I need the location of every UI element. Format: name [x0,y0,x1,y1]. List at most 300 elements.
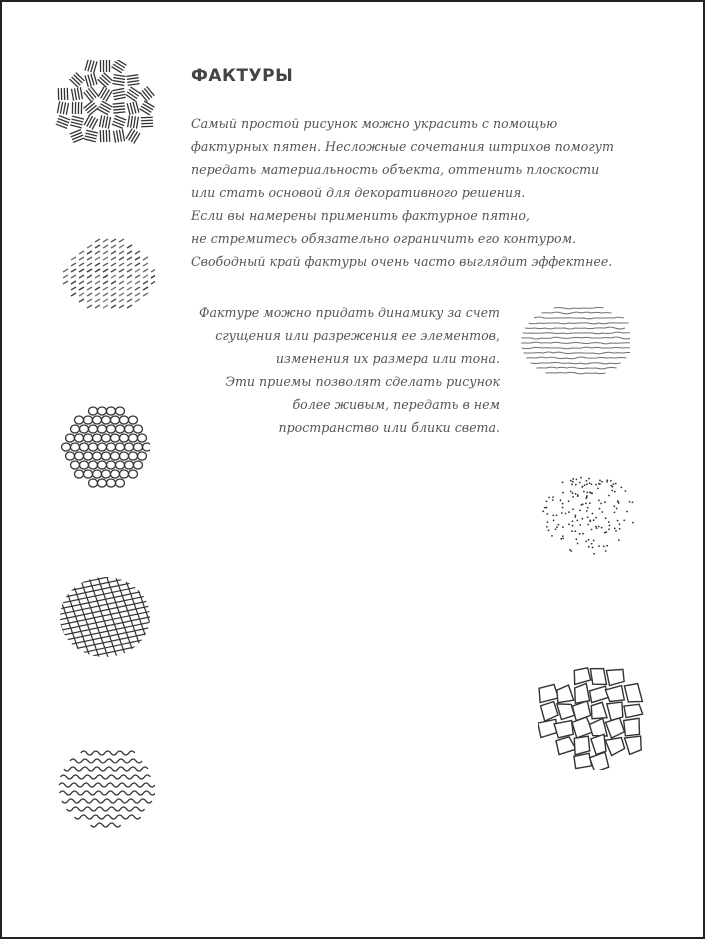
texture-stroke [79,293,84,296]
texture-stroke [588,546,590,548]
texture-stroke [546,372,606,374]
texture-stroke [580,477,582,479]
texture-stroke [126,75,138,77]
texture-stroke [562,526,564,528]
texture-stroke [588,478,590,480]
texture-stroke [605,517,607,519]
texture-stroke [615,483,617,485]
texture-stroke [140,109,150,115]
texture-stroke [58,638,153,658]
texture-stroke [591,529,593,531]
texture-stroke [71,461,80,469]
texture-stroke [116,461,125,469]
texture-stroke [521,337,630,339]
texture-stroke [88,575,118,660]
texture-stroke [571,483,573,485]
texture-stroke [553,519,555,521]
texture-stroke [95,269,100,272]
texture-stroke [598,483,600,485]
texture-stroke [87,105,96,113]
texture-stroke [58,575,153,588]
texture-stroke [606,479,608,481]
texture-stroke [141,123,153,124]
texture-stroke [102,116,104,128]
texture-stroke [129,89,139,96]
texture-stroke [103,269,108,272]
texture-stroke [127,92,137,99]
texture-stroke [131,87,141,94]
texture-stroke [72,77,81,85]
texture-stroke [113,64,123,70]
texture-stroke [58,575,64,660]
texture-stroke [59,783,155,787]
texture-stroke [552,514,554,516]
texture-stroke [586,480,588,482]
texture-stroke [580,504,582,506]
waves-texture [55,745,155,830]
texture-stroke [98,479,107,487]
texture-stroke [604,501,606,503]
texture-stroke [116,407,125,415]
texture-stroke [585,502,587,504]
texture-stroke [605,686,624,702]
texture-stroke [95,287,100,290]
texture-stroke [537,367,617,369]
texture-stroke [141,117,153,118]
texture-stroke [595,526,597,528]
texture-stroke [93,434,102,442]
texture-stroke [560,499,562,501]
texture-stroke [88,75,91,87]
texture-stroke [62,443,71,451]
texture-stroke [606,669,624,685]
texture-stroke [127,257,132,260]
texture-stroke [546,507,548,509]
texture-stroke [143,287,148,290]
texture-stroke [94,61,97,73]
texture-stroke [60,775,150,779]
texture-stroke [87,257,92,260]
texture-stroke [135,257,140,260]
texture-stroke [87,281,92,284]
texture-stroke [80,443,89,451]
texture-stroke [127,281,132,284]
texture-stroke [541,702,559,722]
text-line: Эти приемы позволят сделать рисунок [225,374,500,389]
texture-stroke [89,443,98,451]
texture-stroke [591,543,593,545]
texture-stroke [562,538,564,540]
texture-stroke [556,514,558,516]
text-line: Фактуре можно придать динамику за счет [199,305,500,320]
texture-stroke [529,323,629,324]
texture-stroke [579,509,581,511]
texture-stroke [107,461,116,469]
texture-stroke [87,299,92,302]
texture-stroke [87,305,92,308]
texture-stroke [574,668,590,685]
texture-stroke [102,416,111,424]
texture-stroke [526,357,626,359]
texture-stroke [103,287,108,290]
texture-stroke [71,275,76,278]
texture-stroke [134,116,136,128]
texture-stroke [95,299,100,302]
texture-stroke [95,293,100,296]
texture-stroke [587,516,589,518]
texture-stroke [603,545,605,547]
texture-stroke [143,293,148,296]
texture-stroke [102,470,111,478]
texture-stroke [102,452,111,460]
texture-stroke [534,317,624,319]
texture-stroke [546,513,548,515]
texture-stroke [134,443,143,451]
texture-stroke [60,102,62,114]
texture-stroke [79,257,84,260]
texture-stroke [87,275,92,278]
texture-stroke [127,293,132,296]
texture-stroke [88,60,91,71]
texture-stroke [103,239,108,242]
texture-stroke [593,540,595,542]
texture-stroke [79,251,84,254]
texture-stroke [107,425,116,433]
texture-stroke [143,269,148,272]
texture-stroke [590,752,609,770]
texture-stroke [568,511,570,513]
texture-stroke [551,535,553,537]
texture-stroke [605,738,624,756]
texture-stroke [119,281,124,284]
texture-stroke [141,120,153,121]
texture-stroke [135,269,140,272]
texture-stroke [71,425,80,433]
texture-stroke [598,526,600,528]
texture-stroke [584,484,586,486]
texture-stroke [587,524,589,526]
texture-stroke [574,516,576,518]
texture-stroke [93,416,102,424]
texture-stroke [79,269,84,272]
texture-stroke [114,97,126,99]
texture-stroke [590,686,609,702]
texture-stroke [75,452,84,460]
texture-stroke [555,528,557,530]
texture-stroke [95,263,100,266]
texture-stroke [127,305,132,308]
texture-stroke [103,305,108,308]
texture-stroke [572,481,574,483]
texture-stroke [119,299,124,302]
texture-stroke [615,530,617,532]
texture-stroke [125,443,134,451]
texture-stroke [624,718,640,736]
texture-stroke [542,510,544,512]
texture-stroke [93,470,102,478]
texture-stroke [610,480,612,482]
crosshatch-texture [58,575,153,660]
texture-stroke [539,685,558,703]
texture-stroke [103,281,108,284]
texture-stroke [596,527,598,529]
texture-stroke [119,251,124,254]
texture-stroke [135,275,140,278]
texture-stroke [143,104,153,110]
texture-stroke [589,502,591,504]
texture-stroke [127,263,132,266]
texture-stroke [116,443,125,451]
texture-stroke [129,434,138,442]
texture-stroke [116,130,118,142]
polygons-texture [538,665,653,770]
texture-stroke [606,481,608,483]
texture-stroke [119,287,124,290]
texture-stroke [98,443,107,451]
texture-stroke [120,452,129,460]
texture-stroke [84,416,93,424]
texture-stroke [572,478,574,480]
texture-stroke [546,526,548,528]
texture-stroke [525,327,625,329]
texture-stroke [119,245,124,248]
texture-stroke [129,130,135,140]
texture-stroke [103,257,108,260]
texture-stroke [87,263,92,266]
text-line: Если вы намерены применить фактурное пятно, [191,208,530,223]
texture-stroke [113,103,125,104]
texture-stroke [608,525,610,527]
texture-stroke [87,269,92,272]
texture-stroke [111,257,116,260]
texture-stroke [614,491,616,493]
texture-stroke [88,88,96,97]
texture-stroke [103,263,108,266]
texture-stroke [102,75,111,83]
texture-stroke [126,129,132,139]
texture-stroke [589,520,591,522]
texture-stroke [582,533,584,535]
texture-stroke [89,479,98,487]
text-line: изменения их размера или тона. [275,351,500,366]
texture-stroke [138,434,147,442]
texture-stroke [86,130,98,133]
texture-stroke [585,540,587,542]
texture-stroke [122,129,124,141]
texture-stroke [95,281,100,284]
text-line: Самый простой рисунок можно украсить с помощью [191,116,558,131]
texture-stroke [104,73,113,81]
texture-stroke [143,263,148,266]
texture-stroke [590,669,606,685]
texture-stroke [63,269,68,272]
hatch-clusters-texture [55,60,155,150]
texture-stroke [98,425,107,433]
texture-stroke [113,78,125,80]
texture-stroke [575,538,577,540]
texture-stroke [604,532,606,534]
texture-stroke [62,799,152,803]
texture-stroke [577,494,579,496]
texture-stroke [111,434,120,442]
texture-stroke [111,281,116,284]
texture-stroke [143,443,151,451]
texture-stroke [589,482,591,484]
texture-stroke [70,79,79,87]
texture-stroke [113,81,125,83]
texture-stroke [111,299,116,302]
texture-stroke [151,275,155,278]
texture-stroke [71,293,76,296]
texture-stroke [586,495,588,497]
texture-stroke [632,522,634,524]
texture-stroke [64,767,148,771]
texture-stroke [562,535,564,537]
texture-stroke [103,299,108,302]
texture-stroke [588,539,590,541]
texture-stroke [60,791,155,795]
texture-stroke [557,524,559,526]
texture-stroke [144,88,152,97]
texture-stroke [66,103,68,115]
texture-stroke [144,101,154,107]
texture-stroke [600,503,602,505]
texture-stroke [84,139,96,142]
texture-stroke [111,287,116,290]
texture-stroke [607,702,623,720]
texture-stroke [612,486,614,488]
texture-stroke [107,443,116,451]
texture-stroke [75,815,141,819]
texture-stroke [116,60,126,65]
texture-stroke [570,480,572,482]
texture-stroke [556,526,558,528]
texture-stroke [89,407,98,415]
texture-stroke [95,239,100,242]
texture-stroke [617,520,619,522]
texture-stroke [76,73,85,81]
texture-stroke [589,718,607,736]
texture-stroke [113,91,125,93]
texture-stroke [75,416,84,424]
texture-stroke [548,530,550,532]
texture-stroke [119,239,124,242]
texture-stroke [66,452,75,460]
texture-stroke [87,293,92,296]
texture-stroke [595,517,597,519]
texture-stroke [91,87,99,96]
texture-stroke [595,484,597,486]
texture-stroke [552,496,554,498]
texture-stroke [103,245,108,248]
texture-stroke [576,520,578,522]
texture-stroke [91,74,94,86]
texture-stroke [119,263,124,266]
texture-stroke [70,125,82,128]
texture-stroke [115,62,125,68]
texture-stroke [591,702,607,718]
texture-stroke [581,486,583,488]
texture-stroke [86,90,94,99]
texture-stroke [624,684,642,702]
texture-stroke [136,101,139,113]
texture-stroke [89,108,98,116]
texture-stroke [601,481,603,483]
texture-stroke [58,578,153,598]
text-line: пространство или блики света. [278,420,500,435]
texture-stroke [87,245,92,248]
texture-stroke [108,117,110,129]
texture-stroke [625,736,642,754]
intro-paragraph [191,112,614,273]
texture-stroke [86,133,98,136]
texture-stroke [552,499,554,501]
texture-stroke [135,293,140,296]
texture-stroke [570,490,572,492]
texture-stroke [546,501,548,503]
texture-stroke [586,483,588,485]
texture-stroke [592,547,594,549]
texture-stroke [111,263,116,266]
text-line: или стать основой для декоративного решения. [191,185,526,200]
texture-stroke [77,88,79,100]
texture-stroke [128,115,130,127]
texture-stroke [95,305,100,308]
texture-stroke [74,75,83,83]
texture-stroke [71,443,80,451]
texture-stroke [138,452,147,460]
texture-stroke [79,275,84,278]
texture-stroke [577,543,579,545]
texture-stroke [608,495,610,497]
texture-stroke [91,61,94,73]
circles-texture [60,405,150,490]
texture-stroke [57,101,59,113]
texture-stroke [58,575,153,577]
texture-stroke [621,487,623,489]
texture-stroke [112,67,122,73]
texture-stroke [605,550,607,552]
texture-stroke [79,287,84,290]
texture-stroke [629,501,631,503]
texture-stroke [606,718,625,738]
texture-stroke [137,117,139,129]
texture-stroke [598,545,600,547]
texture-stroke [126,94,136,101]
texture-stroke [135,263,140,266]
texture-stroke [103,293,108,296]
texture-stroke [129,452,138,460]
texture-stroke [143,281,148,284]
texture-stroke [98,79,107,87]
texture-stroke [79,299,84,302]
texture-stroke [58,611,153,631]
texture-stroke [103,90,109,100]
texture-stroke [95,275,100,278]
texture-stroke [71,122,83,125]
texture-stroke [113,94,125,96]
text-line: Свободный край фактуры очень часто выглядит эффектнее. [191,254,613,269]
texture-stroke [63,275,68,278]
texture-stroke [587,507,589,509]
texture-stroke [140,92,148,101]
texture-stroke [133,575,153,660]
texture-stroke [98,461,107,469]
texture-stroke [554,721,573,738]
texture-stroke [89,425,98,433]
texture-stroke [61,575,91,660]
texture-stroke [95,251,100,254]
